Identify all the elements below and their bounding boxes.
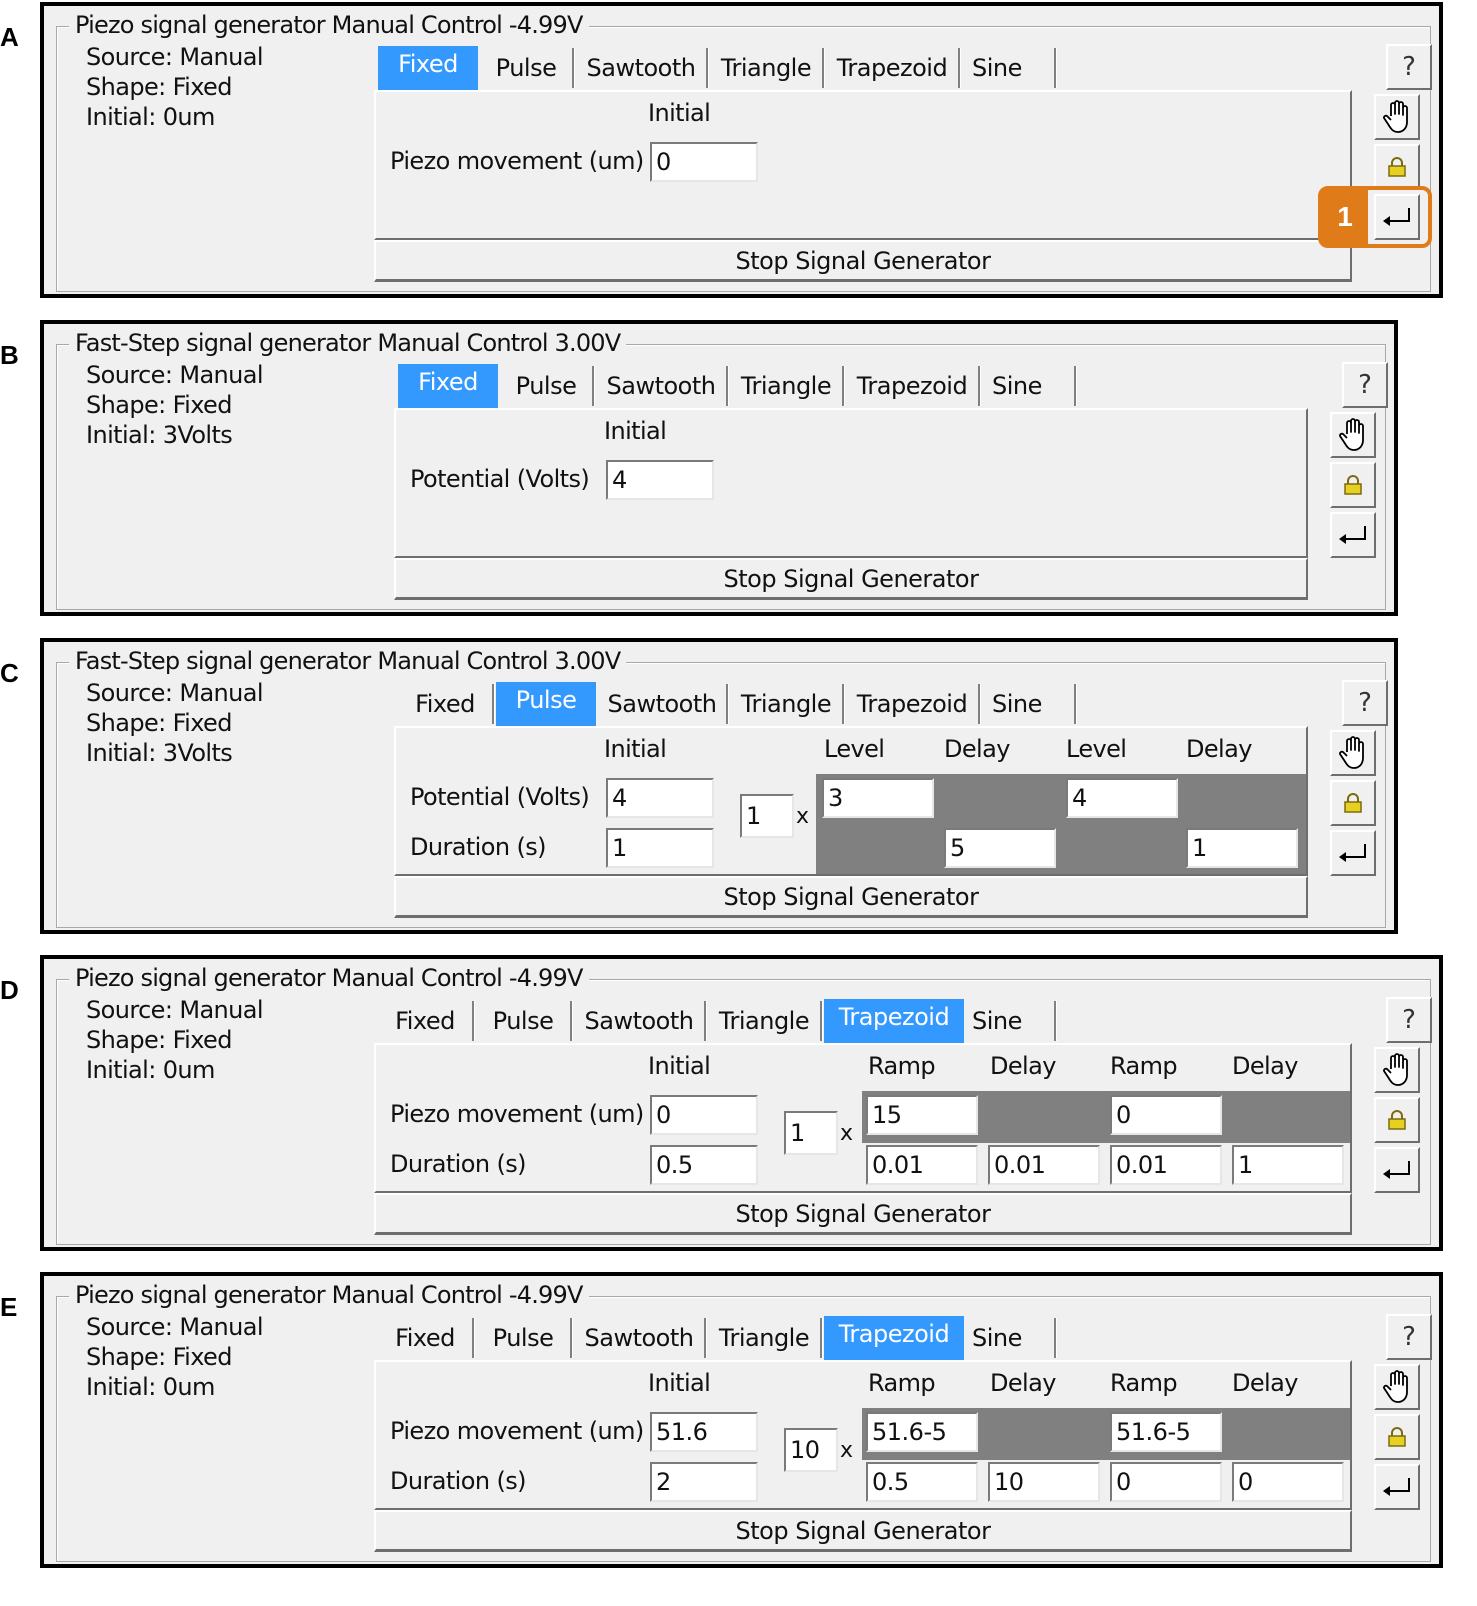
shape-info: Shape: Fixed	[86, 1026, 232, 1054]
lock-icon	[1386, 1426, 1408, 1448]
tab-fixed[interactable]: Fixed	[378, 1318, 474, 1358]
col-ramp-1-label: Ramp	[868, 1052, 936, 1080]
tab-panel	[374, 90, 1352, 240]
tab-panel	[374, 1043, 1352, 1193]
tab-fixed[interactable]: Fixed	[398, 364, 498, 408]
lock-button[interactable]	[1374, 1097, 1420, 1143]
source-info: Source: Manual	[86, 996, 263, 1024]
tab-pulse[interactable]: Pulse	[476, 1001, 572, 1041]
initial-potential-input[interactable]: 4	[606, 778, 714, 818]
source-info: Source: Manual	[86, 1313, 263, 1341]
tab-trapezoid[interactable]: Trapezoid	[824, 999, 964, 1043]
times-sign: x	[840, 1121, 854, 1146]
delay-2-duration-input[interactable]: 1	[1232, 1145, 1344, 1185]
ramp-1-duration-input[interactable]: 0.01	[866, 1145, 978, 1185]
col-delay-2-label: Delay	[1186, 735, 1252, 763]
tab-trapezoid[interactable]: Trapezoid	[846, 684, 980, 724]
hand-button[interactable]	[1330, 412, 1376, 458]
delay-1-duration-input[interactable]: 0.01	[988, 1145, 1100, 1185]
col-ramp-2-label: Ramp	[1110, 1052, 1178, 1080]
group-title: Piezo signal generator Manual Control -4.99V	[69, 963, 589, 993]
initial-info: Initial: 0um	[86, 1056, 215, 1084]
col-level-2-label: Level	[1066, 735, 1127, 763]
lock-icon	[1386, 156, 1408, 178]
initial-duration-input[interactable]: 2	[650, 1462, 758, 1502]
tab-sine[interactable]: Sine	[982, 684, 1076, 724]
enter-icon	[1337, 842, 1369, 864]
ramp-1-movement-input[interactable]: 15	[866, 1095, 978, 1135]
tab-triangle[interactable]: Triangle	[730, 684, 844, 724]
tab-sawtooth[interactable]: Sawtooth	[576, 48, 708, 88]
hand-icon	[1338, 736, 1368, 770]
col-delay-1-label: Delay	[944, 735, 1010, 763]
times-sign: x	[796, 804, 810, 829]
help-button[interactable]: ?	[1342, 362, 1388, 408]
row1-label: Potential (Volts)	[410, 465, 590, 493]
lock-icon	[1342, 792, 1364, 814]
initial-info: Initial: 3Volts	[86, 421, 233, 449]
tab-panel	[394, 726, 1308, 876]
help-button[interactable]: ?	[1386, 44, 1432, 90]
lock-icon	[1342, 474, 1364, 496]
panel-label-b: B	[0, 340, 19, 370]
ramp-1-duration-input[interactable]: 0.5	[866, 1462, 978, 1502]
initial-info: Initial: 3Volts	[86, 739, 233, 767]
stop-signal-generator-button[interactable]: Stop Signal Generator	[394, 876, 1308, 918]
col-initial-label: Initial	[648, 1369, 711, 1397]
enter-button[interactable]	[1330, 830, 1376, 876]
panel-label-d: D	[0, 975, 19, 1005]
help-button[interactable]: ?	[1386, 997, 1432, 1043]
hand-icon	[1382, 1370, 1412, 1404]
callout-1	[1318, 186, 1432, 248]
col-initial-label: Initial	[604, 417, 667, 445]
tab-fixed[interactable]: Fixed	[378, 1001, 474, 1041]
stop-signal-generator-button[interactable]: Stop Signal Generator	[394, 558, 1308, 600]
stop-signal-generator-button[interactable]: Stop Signal Generator	[374, 1510, 1352, 1552]
panel-e	[40, 1272, 1443, 1568]
delay-1-duration-input[interactable]: 10	[988, 1462, 1100, 1502]
shape-info: Shape: Fixed	[86, 709, 232, 737]
panel-b	[40, 320, 1398, 616]
col-delay-1-label: Delay	[990, 1052, 1056, 1080]
group-title: Piezo signal generator Manual Control -4.99V	[69, 1280, 589, 1310]
enter-button[interactable]	[1374, 1147, 1420, 1193]
tab-sawtooth[interactable]: Sawtooth	[574, 1318, 706, 1358]
tab-triangle[interactable]: Triangle	[708, 1001, 822, 1041]
lock-button[interactable]	[1330, 462, 1376, 508]
hand-icon	[1382, 1053, 1412, 1087]
source-info: Source: Manual	[86, 679, 263, 707]
hand-icon	[1382, 100, 1412, 134]
initial-movement-input[interactable]: 51.6	[650, 1412, 758, 1452]
stop-signal-generator-button[interactable]: Stop Signal Generator	[374, 240, 1352, 282]
row2-label: Duration (s)	[390, 1467, 526, 1495]
panel-label-c: C	[0, 658, 19, 688]
col-delay-2-label: Delay	[1232, 1052, 1298, 1080]
ramp-1-movement-input[interactable]: 51.6-5	[866, 1412, 978, 1452]
initial-input[interactable]: 0	[650, 142, 758, 182]
enter-icon	[1381, 1476, 1413, 1498]
ramp-2-duration-input[interactable]: 0.01	[1110, 1145, 1222, 1185]
col-level-1-label: Level	[824, 735, 885, 763]
initial-movement-input[interactable]: 0	[650, 1095, 758, 1135]
times-sign: x	[840, 1438, 854, 1463]
tab-panel	[394, 408, 1308, 558]
enter-button[interactable]	[1374, 1464, 1420, 1510]
tab-fixed[interactable]: Fixed	[398, 684, 494, 724]
panel-a	[40, 2, 1443, 298]
initial-info: Initial: 0um	[86, 1373, 215, 1401]
hand-icon	[1338, 418, 1368, 452]
repeat-count-input[interactable]: 1	[784, 1111, 838, 1155]
lock-button[interactable]	[1374, 144, 1420, 190]
panel-d	[40, 955, 1443, 1251]
source-info: Source: Manual	[86, 43, 263, 71]
tab-triangle[interactable]: Triangle	[710, 48, 824, 88]
tab-trapezoid[interactable]: Trapezoid	[846, 366, 980, 406]
level-2-input[interactable]: 4	[1066, 778, 1178, 818]
tab-sawtooth[interactable]: Sawtooth	[574, 1001, 706, 1041]
tab-pulse[interactable]: Pulse	[476, 1318, 572, 1358]
group-title: Piezo signal generator Manual Control -4.99V	[69, 10, 589, 40]
tab-triangle[interactable]: Triangle	[708, 1318, 822, 1358]
panel-label-e: E	[0, 1292, 18, 1322]
row1-label: Piezo movement (um)	[390, 1100, 644, 1128]
ramp-2-duration-input[interactable]: 0	[1110, 1462, 1222, 1502]
row1-label: Piezo movement (um)	[390, 1417, 644, 1445]
group-title: Fast-Step signal generator Manual Control 3.00V	[69, 646, 626, 676]
tab-trapezoid[interactable]: Trapezoid	[826, 48, 960, 88]
shape-info: Shape: Fixed	[86, 1343, 232, 1371]
delay-2-duration-input[interactable]: 0	[1232, 1462, 1344, 1502]
enter-icon	[1337, 524, 1369, 546]
initial-duration-input[interactable]: 1	[606, 828, 714, 868]
tab-sine[interactable]: Sine	[966, 1318, 1056, 1358]
initial-duration-input[interactable]: 0.5	[650, 1145, 758, 1185]
delay-1-input[interactable]: 5	[944, 828, 1056, 868]
tab-sawtooth[interactable]: Sawtooth	[598, 684, 728, 724]
enter-icon	[1381, 1159, 1413, 1181]
callout-number: 1	[1322, 190, 1368, 244]
row2-label: Duration (s)	[390, 1150, 526, 1178]
repeat-count-input[interactable]: 1	[740, 794, 794, 838]
row1-label: Piezo movement (um)	[390, 147, 644, 175]
help-button[interactable]: ?	[1386, 1314, 1432, 1360]
help-button[interactable]: ?	[1342, 680, 1388, 726]
initial-input[interactable]: 4	[606, 460, 714, 500]
tab-panel	[374, 1360, 1352, 1510]
stop-signal-generator-button[interactable]: Stop Signal Generator	[374, 1193, 1352, 1235]
tab-pulse[interactable]: Pulse	[496, 682, 596, 726]
col-initial-label: Initial	[648, 99, 711, 127]
tab-pulse[interactable]: Pulse	[480, 48, 574, 88]
col-delay-2-label: Delay	[1232, 1369, 1298, 1397]
delay-2-input[interactable]: 1	[1186, 828, 1298, 868]
col-delay-1-label: Delay	[990, 1369, 1056, 1397]
shape-info: Shape: Fixed	[86, 391, 232, 419]
hand-button[interactable]	[1374, 1047, 1420, 1093]
initial-info: Initial: 0um	[86, 103, 215, 131]
shape-info: Shape: Fixed	[86, 73, 232, 101]
hand-button[interactable]	[1374, 94, 1420, 140]
level-1-input[interactable]: 3	[822, 778, 934, 818]
repeat-count-input[interactable]: 10	[784, 1428, 838, 1472]
ramp-2-movement-input[interactable]: 51.6-5	[1110, 1412, 1222, 1452]
source-info: Source: Manual	[86, 361, 263, 389]
lock-button[interactable]	[1374, 1414, 1420, 1460]
ramp-2-movement-input[interactable]: 0	[1110, 1095, 1222, 1135]
tab-sawtooth[interactable]: Sawtooth	[596, 366, 728, 406]
enter-button[interactable]	[1330, 512, 1376, 558]
row1-label: Potential (Volts)	[410, 783, 590, 811]
col-initial-label: Initial	[648, 1052, 711, 1080]
row2-label: Duration (s)	[410, 833, 546, 861]
tab-sine[interactable]: Sine	[966, 1001, 1056, 1041]
col-ramp-2-label: Ramp	[1110, 1369, 1178, 1397]
tab-trapezoid[interactable]: Trapezoid	[824, 1316, 964, 1360]
tab-pulse[interactable]: Pulse	[500, 366, 594, 406]
lock-button[interactable]	[1330, 780, 1376, 826]
hand-button[interactable]	[1374, 1364, 1420, 1410]
lock-icon	[1386, 1109, 1408, 1131]
col-ramp-1-label: Ramp	[868, 1369, 936, 1397]
group-title: Fast-Step signal generator Manual Control 3.00V	[69, 328, 626, 358]
hand-button[interactable]	[1330, 730, 1376, 776]
tab-triangle[interactable]: Triangle	[730, 366, 844, 406]
tab-fixed[interactable]: Fixed	[378, 46, 478, 90]
tab-sine[interactable]: Sine	[982, 366, 1076, 406]
panel-label-a: A	[0, 22, 19, 52]
panel-c	[40, 638, 1398, 934]
tab-sine[interactable]: Sine	[962, 48, 1056, 88]
col-initial-label: Initial	[604, 735, 667, 763]
